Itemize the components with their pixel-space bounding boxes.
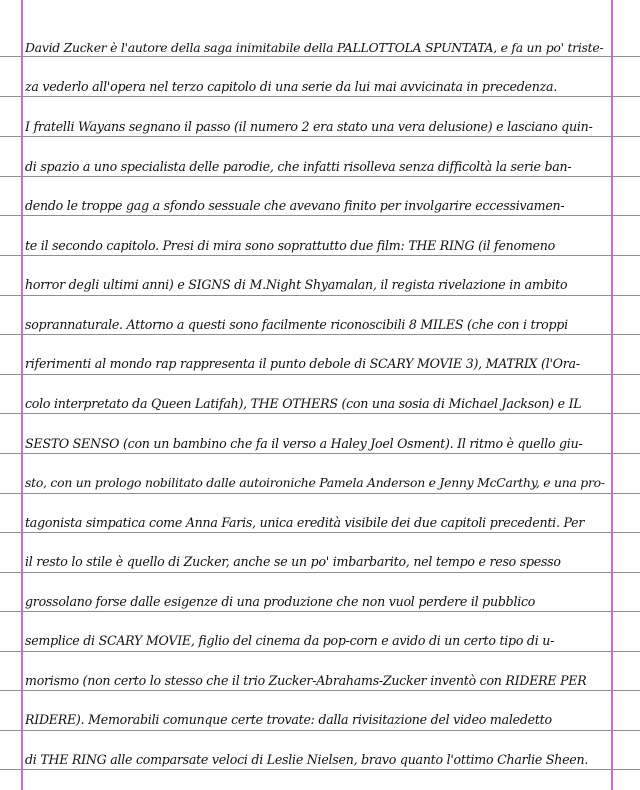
ruled-line [0, 730, 640, 731]
ruled-line [0, 493, 640, 494]
right-margin-line [611, 0, 613, 790]
handwritten-line: za vederlo all'opera nel terzo capitolo di una serie da lui mai avvicinata in precedenza. [25, 79, 557, 94]
handwritten-line: colo interpretato da Queen Latifah), THE OTHERS (con una sosia di Michael Jackson) e IL [25, 396, 582, 411]
handwritten-line: soprannaturale. Attorno a questi sono facilmente riconoscibili 8 MILES (che con i troppi [25, 317, 568, 332]
handwritten-line: di spazio a uno specialista delle parodie, che infatti risolleva senza difficoltà la serie ban- [25, 159, 572, 174]
ruled-line [0, 572, 640, 573]
handwritten-line: RIDERE). Memorabili comunque certe trovate: dalla rivisitazione del video maledetto [25, 712, 552, 727]
ruled-line [0, 374, 640, 375]
handwritten-line: grossolano forse dalle esigenze di una produzione che non vuol perdere il pubblico [25, 594, 536, 609]
handwritten-line: di THE RING alle comparsate veloci di Leslie Nielsen, bravo quanto l'ottimo Charlie Sheen. [25, 752, 589, 767]
ruled-line [0, 651, 640, 652]
handwritten-line: dendo le troppe gag a sfondo sessuale che avevano finito per involgarire eccessivamen- [25, 198, 565, 213]
handwritten-line: I fratelli Wayans segnano il passo (il numero 2 era stato una vera delusione) e lasciano quin- [25, 119, 593, 134]
handwritten-line: il resto lo stile è quello di Zucker, anche se un po' imbarbarito, nel tempo e reso spesso [25, 554, 561, 569]
handwritten-line: sto, con un prologo nobilitato dalle autoironiche Pamela Anderson e Jenny McCarthy, e una pro- [25, 475, 605, 490]
handwritten-line: tagonista simpatica come Anna Faris, unica eredità visibile dei due capitoli precedenti. Per [25, 515, 585, 530]
handwritten-line: semplice di SCARY MOVIE, figlio del cinema da pop-corn e avido di un certo tipo di u- [25, 633, 555, 648]
handwritten-line: David Zucker è l'autore della saga inimitabile della PALLOTTOLA SPUNTATA, e fa un po' triste- [25, 40, 604, 55]
left-margin-line [21, 0, 23, 790]
handwritten-line: horror degli ultimi anni) e SIGNS di M.Night Shyamalan, il regista rivelazione in ambito [25, 277, 568, 292]
handwritten-line: te il secondo capitolo. Presi di mira sono soprattutto due film: THE RING (il fenomeno [25, 238, 555, 253]
handwritten-line: riferimenti al mondo rap rappresenta il punto debole di SCARY MOVIE 3), MATRIX (l'Ora- [25, 356, 580, 371]
ruled-line [0, 295, 640, 296]
handwritten-line: morismo (non certo lo stesso che il trio Zucker-Abrahams-Zucker inventò con RIDERE PER [25, 673, 587, 688]
handwritten-line: SESTO SENSO (con un bambino che fa il verso a Haley Joel Osment). Il ritmo è quello giu- [25, 436, 583, 451]
